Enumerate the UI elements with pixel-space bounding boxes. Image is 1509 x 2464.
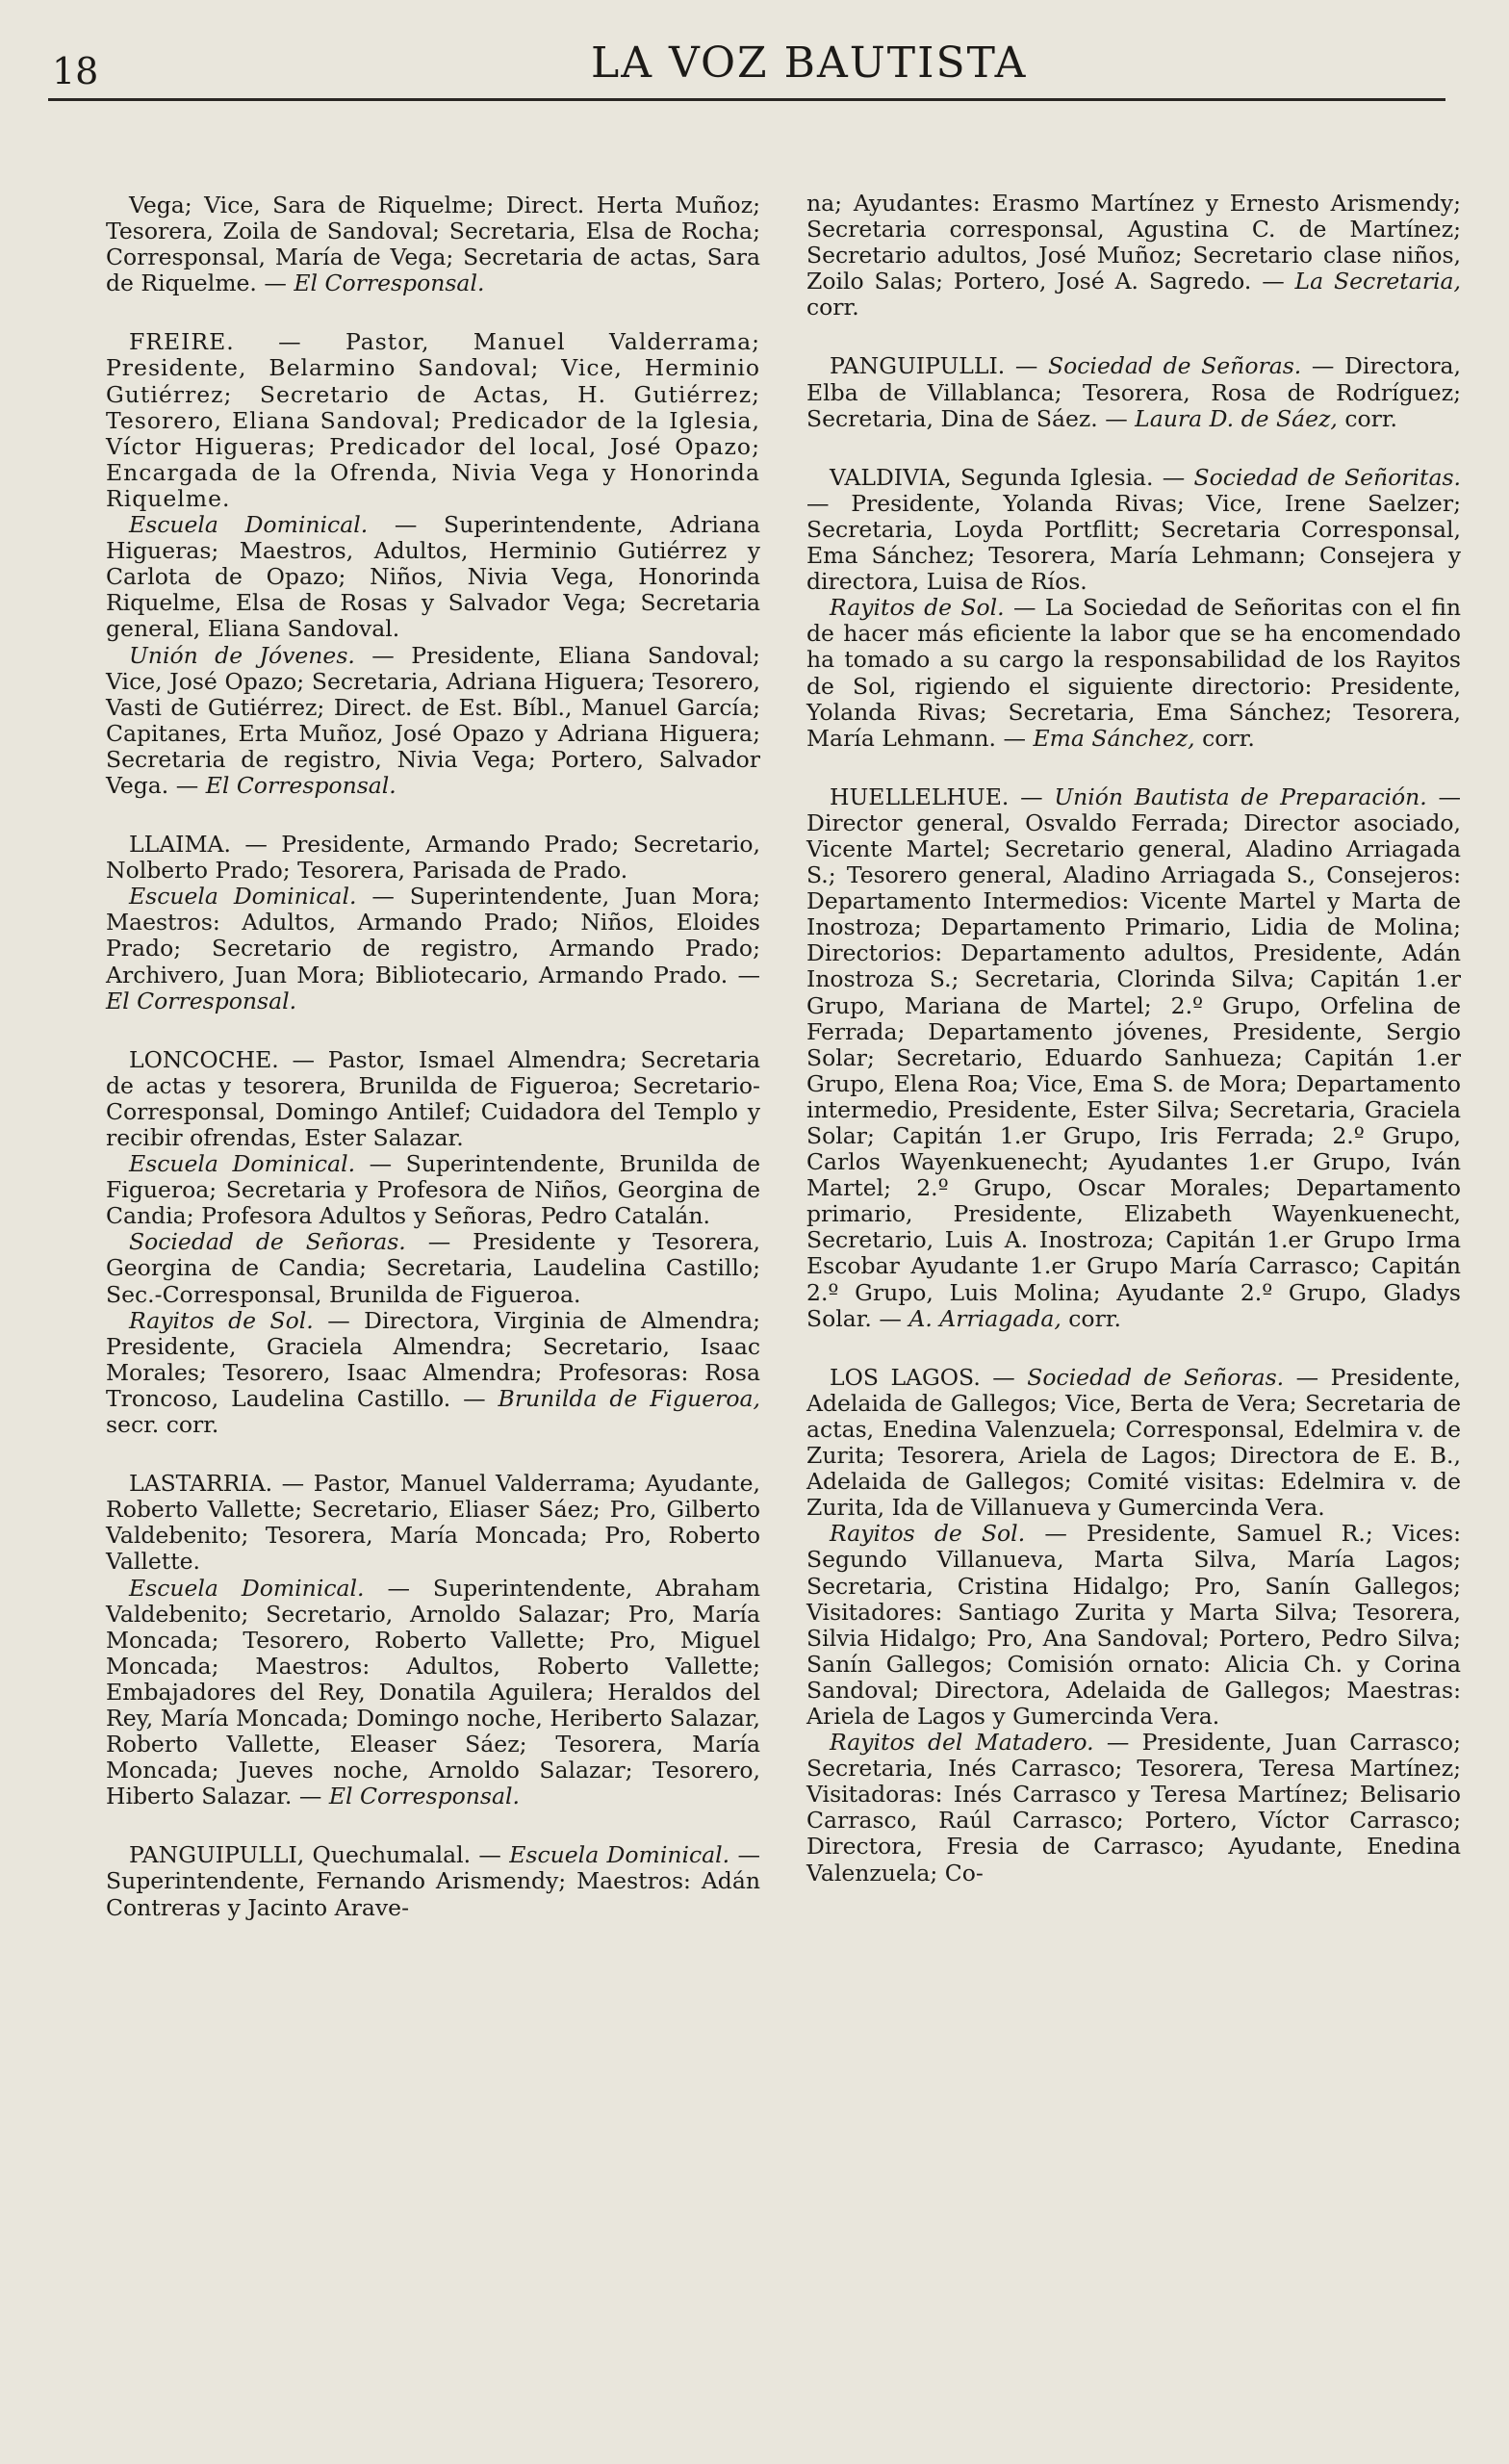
- paragraph: Sociedad de Señoras. — Presidente y Tesorera, Georgina de Candia; Secretaria, Laudelina Castillo; Sec.-Corresponsal, Brunilda de Figueroa.: [106, 1228, 760, 1308]
- right-column: [806, 191, 1461, 1886]
- paragraph: LONCOCHE. — Pastor, Ismael Almendra; Secretaria de actas y tesorera, Brunilda de Figueroa; Secretario-Corresponsal, Domingo Antilef; Cuidadora del Templo y recibir ofrendas, Ester Salazar.: [106, 1045, 760, 1151]
- paragraph: VALDIVIA, Segunda Iglesia. — Sociedad de Señoritas. — Presidente, Yolanda Rivas; Vice, Irene Saelzer; Secretaria, Loyda Portflitt; Secretaria Corresponsal, Ema Sánchez; Tesorera, María Lehmann; Consejera y directora, Luisa de Ríos.: [806, 463, 1461, 596]
- paragraph: PANGUIPULLI. — Sociedad de Señoras. — Directora, Elba de Villablanca; Tesorera, Rosa de Rodríguez; Secretaria, Dina de Sáez. — Laura D. de Sáez, corr.: [806, 352, 1461, 432]
- paragraph: Escuela Dominical. — Superintendente, Juan Mora; Maestros: Adultos, Armando Prado; Niños, Eloides Prado; Secretario de registro, Armando Prado; Archivero, Juan Mora; Bibliotecario, Armando Prado. — El Corresponsal.: [106, 883, 761, 1014]
- paragraph: LOS LAGOS. — Sociedad de Señoras. — Presidente, Adelaida de Gallegos; Vice, Berta de Vera; Secretaria de actas, Enedina Valenzuela; Corresponsal, Edelmira v. de Zurita; Tesorera, Ariela de Lagos; Directora de E. B., Adelaida de Gallegos; Comité visitas: Edelmira v. de Zurita, Ida de Villanueva y Gumercinda Vera.: [806, 1363, 1461, 1522]
- publication-title: LA VOZ BAUTISTA: [591, 38, 1028, 88]
- header-rule: [48, 98, 1445, 101]
- paragraph: Escuela Dominical. — Superintendente, Brunilda de Figueroa; Secretaria y Profesora de Niños, Georgina de Candia; Profesora Adultos y Señoras, Pedro Catalán.: [106, 1150, 760, 1230]
- paragraph: Unión de Jóvenes. — Presidente, Eliana Sandoval; Vice, José Opazo; Secretaria, Adriana Higuera; Tesorero, Vasti de Gutiérrez; Direct. de Est. Bíbl., Manuel García; Capitanes, Erta Muñoz, José Opazo y Adriana Higuera; Secretaria de registro, Nivia Vega; Portero, Salvador Vega. — El Corresponsal.: [106, 641, 760, 799]
- paragraph: Rayitos del Matadero. — Presidente, Juan Carrasco; Secretaria, Inés Carrasco; Tesorera, Teresa Martínez; Visitadoras: Inés Carrasco y Teresa Martínez; Belisario Carrasco, Raúl Carrasco; Portero, Víctor Carrasco; Directora, Fresia de Carrasco; Ayudante, Enedina Valenzuela; Co-: [806, 1729, 1461, 1886]
- paragraph: Vega; Vice, Sara de Riquelme; Direct. Herta Muñoz; Tesorera, Zoila de Sandoval; Secretaria, Elsa de Rocha; Corresponsal, María de Vega; Secretaria de actas, Sara de Riquelme. — El Corresponsal.: [106, 192, 760, 297]
- paragraph: Escuela Dominical. — Superintendente, Abraham Valdebenito; Secretario, Arnoldo Salazar; Pro, María Moncada; Tesorero, Roberto Vallette; Pro, Miguel Moncada; Maestros: Adultos, Roberto Vallette; Embajadores del Rey, Donatila Aguilera; Heraldos del Rey, María Moncada; Domingo noche, Heriberto Salazar, Roberto Vallette, Eleaser Sáez; Tesorera, María Moncada; Jueves noche, Arnoldo Salazar; Tesorero, Hiberto Salazar. — El Corresponsal.: [106, 1574, 760, 1810]
- paragraph: PANGUIPULLI, Quechumalal. — Escuela Dominical. — Superintendente, Fernando Arismendy; Maestros: Adán Contreras y Jacinto Arave-: [106, 1841, 760, 1921]
- paragraph: FREIRE. — Pastor, Manuel Valderrama; Presidente, Belarmino Sandoval; Vice, Herminio Gutiérrez; Secretario de Actas, H. Gutiérrez; Tesorero, Eliana Sandoval; Predicador de la Iglesia, Víctor Higueras; Predicador del local, José Opazo; Encargada de la Ofrenda, Nivia Vega y Honorinda Riquelme.: [106, 328, 760, 512]
- paragraph: Escuela Dominical. — Superintendente, Adriana Higueras; Maestros, Adultos, Herminio Gutiérrez y Carlota de Opazo; Niños, Nivia Vega, Honorinda Riquelme, Elsa de Rosas y Salvador Vega; Secretaria general, Eliana Sandoval.: [106, 511, 760, 643]
- paragraph: Rayitos de Sol. — La Sociedad de Señoritas con el fin de hacer más eficiente la labor que se ha encomendado ha tomado a su cargo la responsabilidad de los Rayitos de Sol, rigiendo el siguiente directorio: Presidente, Yolanda Rivas; Secretaria, Ema Sánchez; Tesorera, María Lehmann. — Ema Sánchez, corr.: [806, 594, 1462, 752]
- paragraph: LASTARRIA. — Pastor, Manuel Valderrama; Ayudante, Roberto Vallette; Secretario, Eliaser Sáez; Pro, Gilberto Valdebenito; Tesorera, María Moncada; Pro, Roberto Vallette.: [106, 1470, 760, 1576]
- paragraph: LLAIMA. — Presidente, Armando Prado; Secretario, Nolberto Prado; Tesorera, Parisada de Prado.: [106, 831, 760, 885]
- paragraph: na; Ayudantes: Erasmo Martínez y Ernesto Arismendy; Secretaria corresponsal, Agustina C. de Martínez; Secretario adultos, José Muñoz; Secretario clase niños, Zoilo Salas; Portero, José A. Sagredo. — La Secretaria, corr.: [806, 190, 1461, 321]
- page-number: 18: [52, 50, 99, 92]
- paragraph: HUELLELHUE. — Unión Bautista de Preparación. — Director general, Osvaldo Ferrada; Director asociado, Vicente Martel; Secretario general, Aladino Arriagada S.; Tesorero general, Aladino Arriagada S., Consejeros: Departamento Intermedios: Vicente Martel y Marta de Inostroza; Departamento Primario, Lidia de Molina; Directorios: Departamento adultos, Presidente, Adán Inostroza S.; Secretaria, Clorinda Silva; Capitán 1.er Grupo, Mariana de Martel; 2.º Grupo, Orfelina de Ferrada; Departamento jóvenes, Presidente, Sergio Solar; Secretario, Eduardo Sanhueza; Capitán 1.er Grupo, Elena Roa; Vice, Ema S. de Mora; Departamento intermedio, Presidente, Ester Silva; Secretaria, Graciela Solar; Capitán 1.er Grupo, Iris Ferrada; 2.º Grupo, Carlos Wayenkuenecht; Ayudantes 1.er Grupo, Iván Martel; 2.º Grupo, Oscar Morales; Departamento primario, Presidente, Elizabeth Wayenkuenecht, Secretario, Luis A. Inostroza; Capitán 1.er Grupo Irma Escobar Ayudante 1.er Grupo María Carrasco; Capitán 2.º Grupo, Luis Molina; Ayudante 2.º Grupo, Gladys Solar. — A. Arriagada, corr.: [806, 783, 1461, 1332]
- paragraph: Rayitos de Sol. — Directora, Virginia de Almendra; Presidente, Graciela Almendra; Secretario, Isaac Morales; Tesorero, Isaac Almendra; Profesoras: Rosa Troncoso, Laudelina Castillo. — Brunilda de Figueroa, secr. corr.: [106, 1306, 761, 1439]
- left-column: [106, 192, 760, 1921]
- paragraph: Rayitos de Sol. — Presidente, Samuel R.; Vices: Segundo Villanueva, Marta Silva, María Lagos; Secretaria, Cristina Hidalgo; Pro, Sanín Gallegos; Visitadores: Santiago Zurita y Marta Silva; Tesorera, Silvia Hidalgo; Pro, Ana Sandoval; Portero, Pedro Silva; Sanín Gallegos; Comisión ornato: Alicia Ch. y Corina Sandoval; Directora, Adelaida de Gallegos; Maestras: Ariela de Lagos y Gumercinda Vera.: [806, 1520, 1462, 1730]
